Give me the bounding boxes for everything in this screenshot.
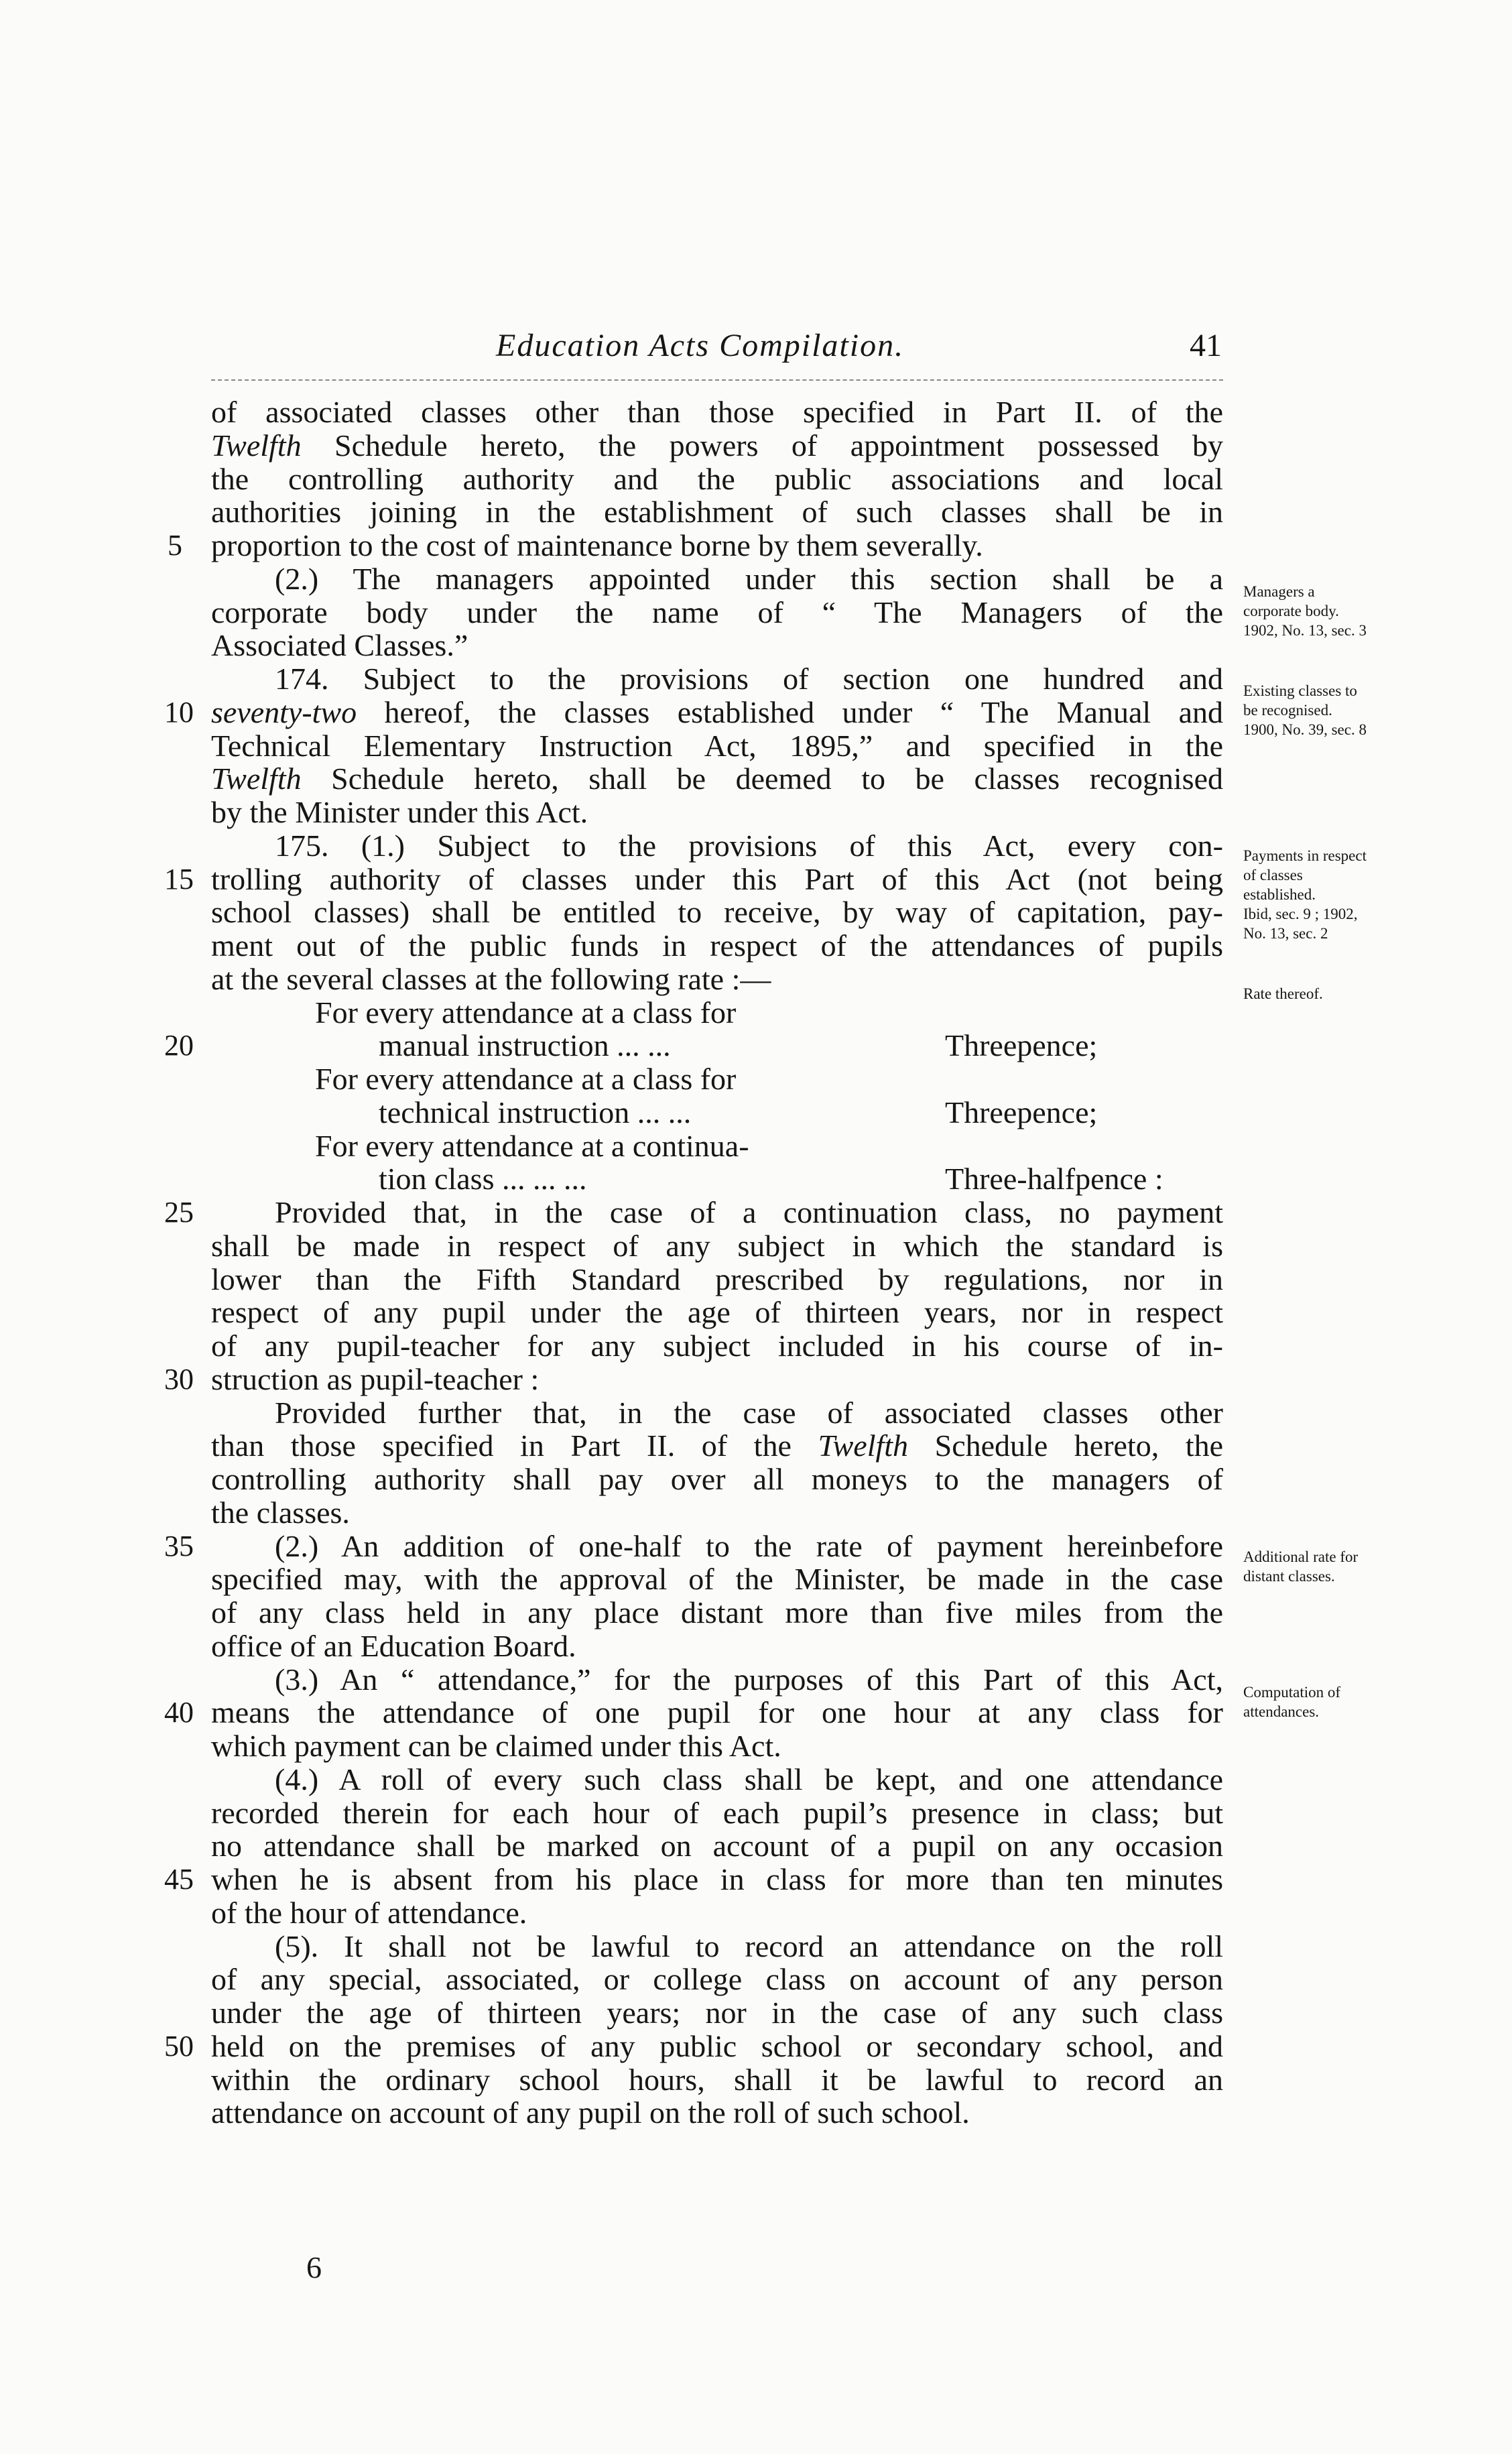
- text-line: [0, 1129, 1512, 1163]
- text-line-content: ment out of the public funds in respect of the attendances of pupils: [211, 928, 1223, 963]
- marginal-note-line: Payments in respect: [1243, 847, 1367, 864]
- signature-mark: 6: [306, 2250, 322, 2284]
- marginal-note-line: Additional rate for: [1243, 1548, 1359, 1565]
- text-line-content: For every attendance at a class for: [315, 1062, 737, 1096]
- marginal-note-line: be recognised.: [1243, 702, 1332, 719]
- text-line: [0, 1896, 1512, 1930]
- line-number: 20: [164, 1029, 194, 1062]
- marginal-note: [1243, 582, 1367, 640]
- line-number: 10: [164, 695, 194, 729]
- text-line-content: of associated classes other than those specified in Part II. of the: [211, 395, 1223, 429]
- text-line-content: under the age of thirteen years; nor in the case of any such class: [211, 1996, 1223, 2030]
- text-line-content: held on the premises of any public school or secondary school, and: [211, 2028, 1223, 2063]
- marginal-note: [1243, 1682, 1340, 1721]
- text-line-content: (2.) An addition of one-half to the rate of payment hereinbefore: [275, 1528, 1223, 1563]
- text-line-content: controlling authority shall pay over all moneys to the managers of: [211, 1462, 1223, 1496]
- text-line-content: school classes) shall be entitled to receive, by way of capitation, pay-: [211, 895, 1223, 930]
- text-line-content: means the attendance of one pupil for one hour at any class for: [211, 1695, 1223, 1730]
- marginal-note-line: Existing classes to: [1243, 682, 1357, 699]
- text-line-content: For every attendance at a class for: [315, 995, 737, 1030]
- text-line: [0, 1630, 1512, 1663]
- text-line-content: For every attendance at a continua-: [315, 1128, 749, 1163]
- text-line: [0, 1863, 1512, 1896]
- text-line-content: specified may, with the approval of the Minister, be made in the case: [211, 1562, 1223, 1597]
- marginal-note: [1243, 846, 1367, 943]
- text-line-content: (5). It shall not be lawful to record an attendance on the roll: [275, 1928, 1223, 1963]
- text-line-content: 174. Subject to the provisions of section one hundred and: [275, 662, 1223, 696]
- marginal-note: [1243, 1547, 1358, 1586]
- text-line-content: at the several classes at the following rate :—: [211, 961, 771, 996]
- text-line: [0, 2096, 1512, 2130]
- text-line-content: (4.) A roll of every such class shall be kept, and one attendance: [275, 1762, 1223, 1796]
- text-line-content: seventy-two hereof, the classes established under “ The Manual and: [211, 694, 1223, 729]
- text-line-content: when he is absent from his place in class for more than ten minutes: [211, 1862, 1223, 1896]
- line-number: 5: [168, 529, 182, 562]
- text-line: [0, 1596, 1512, 1630]
- text-line-content: by the Minister under this Act.: [211, 795, 588, 829]
- text-line: [0, 1062, 1512, 1096]
- text-line: [0, 1329, 1512, 1363]
- marginal-note-line: Managers a: [1243, 583, 1315, 600]
- rate-value: Threepence;: [945, 1095, 1098, 1129]
- text-line-content: (2.) The managers appointed under this section shall be a: [275, 561, 1223, 596]
- text-line-content: lower than the Fifth Standard prescribed by regulations, nor in: [211, 1262, 1223, 1296]
- text-line: [0, 1463, 1512, 1496]
- text-line-content: of the hour of attendance.: [211, 1895, 527, 1930]
- text-line: [0, 1963, 1512, 1996]
- text-line: [0, 1162, 1512, 1196]
- text-line: [0, 1796, 1512, 1830]
- rate-value: Three-halfpence :: [945, 1162, 1163, 1197]
- text-line-content: attendance on account of any pupil on the roll of such school.: [211, 2095, 970, 2130]
- text-line: [0, 1729, 1512, 1763]
- text-line-content: Technical Elementary Instruction Act, 1895,” and specified in the: [211, 728, 1223, 763]
- text-line-content: than those specified in Part II. of the Twelfth Schedule hereto, the: [211, 1428, 1224, 1463]
- text-line-content: proportion to the cost of maintenance borne by them severally.: [211, 528, 983, 562]
- text-line-content: Twelfth Schedule hereto, shall be deemed to be classes recognised: [211, 761, 1223, 796]
- marginal-note-line: distant classes.: [1243, 1568, 1335, 1585]
- line-number: 40: [164, 1696, 194, 1729]
- text-line-content: of any class held in any place distant more than five miles from the: [211, 1595, 1223, 1630]
- text-line-content: technical instruction ... ...: [379, 1095, 692, 1129]
- text-line-content: 175. (1.) Subject to the provisions of this Act, every con-: [275, 828, 1223, 863]
- marginal-note-line: Ibid, sec. 9 ; 1902,: [1243, 906, 1358, 922]
- text-line: [0, 2030, 1512, 2063]
- text-line: [0, 762, 1512, 796]
- text-line-content: recorded therein for each hour of each pupil’s presence in class; but: [211, 1795, 1223, 1830]
- marginal-note-line: 1900, No. 39, sec. 8: [1243, 721, 1367, 738]
- text-line-content: Provided further that, in the case of associated classes other: [275, 1395, 1223, 1430]
- line-number: 50: [164, 2029, 194, 2063]
- marginal-note: [1243, 681, 1367, 739]
- text-line-content: Provided that, in the case of a continuation class, no payment: [275, 1195, 1223, 1229]
- header-rule: [211, 379, 1223, 381]
- text-line-content: tion class ... ... ...: [379, 1162, 587, 1197]
- text-line-content: respect of any pupil under the age of thirteen years, nor in respect: [211, 1295, 1223, 1330]
- line-number: 45: [164, 1863, 194, 1896]
- text-line: [0, 1363, 1512, 1396]
- text-line: [0, 1296, 1512, 1329]
- marginal-note-line: of classes: [1243, 867, 1303, 883]
- text-line-content: no attendance shall be marked on account of a pupil on any occasion: [211, 1829, 1223, 1863]
- text-line-content: which payment can be claimed under this Act.: [211, 1729, 781, 1763]
- text-line: [0, 463, 1512, 496]
- marginal-note-line: 1902, No. 13, sec. 3: [1243, 622, 1367, 639]
- text-line-content: manual instruction ... ...: [379, 1028, 671, 1063]
- marginal-note-line: Rate thereof.: [1243, 985, 1323, 1002]
- text-line-content: Associated Classes.”: [211, 628, 468, 663]
- page-number: 41: [1190, 328, 1222, 363]
- text-line-content: of any pupil-teacher for any subject included in his course of in-: [211, 1329, 1223, 1363]
- text-line-content: office of an Education Board.: [211, 1628, 576, 1663]
- text-line-content: struction as pupil-teacher :: [211, 1361, 540, 1396]
- text-line-content: the controlling authority and the public associations and local: [211, 461, 1223, 496]
- text-line: [0, 1229, 1512, 1263]
- text-line: [0, 529, 1512, 562]
- text-line-content: shall be made in respect of any subject in which the standard is: [211, 1228, 1223, 1263]
- text-line: [0, 1429, 1512, 1463]
- text-line: [0, 1829, 1512, 1863]
- line-number: 25: [164, 1196, 194, 1229]
- line-number: 35: [164, 1529, 194, 1562]
- text-line: [0, 1930, 1512, 1963]
- text-line: [0, 1196, 1512, 1229]
- text-line-content: authorities joining in the establishment of such classes shall be in: [211, 495, 1223, 530]
- text-line: [0, 1096, 1512, 1129]
- text-line: [0, 1396, 1512, 1430]
- text-line: [0, 395, 1512, 429]
- marginal-note-line: Computation of: [1243, 1684, 1341, 1701]
- text-line: [0, 1029, 1512, 1062]
- marginal-note-line: attendances.: [1243, 1703, 1320, 1720]
- text-line: [0, 1496, 1512, 1530]
- marginal-note-line: No. 13, sec. 2: [1243, 925, 1328, 942]
- text-line: [0, 1263, 1512, 1296]
- marginal-note: [1243, 984, 1323, 1003]
- text-line: [0, 2063, 1512, 2097]
- text-line-content: of any special, associated, or college class on account of any person: [211, 1962, 1223, 1997]
- running-title: Education Acts Compilation.: [496, 328, 905, 363]
- text-line-content: Twelfth Schedule hereto, the powers of appointment possessed by: [211, 428, 1223, 463]
- text-line: [0, 1763, 1512, 1796]
- text-line: [0, 1996, 1512, 2030]
- text-line-content: within the ordinary school hours, shall it be lawful to record an: [211, 2062, 1223, 2097]
- text-line-content: corporate body under the name of “ The Managers of the: [211, 595, 1223, 629]
- text-line: [0, 796, 1512, 829]
- text-line-content: trolling authority of classes under this Part of this Act (not being: [211, 861, 1223, 896]
- marginal-note-line: corporate body.: [1243, 603, 1339, 619]
- rate-value: Threepence;: [945, 1028, 1098, 1063]
- marginal-note-line: established.: [1243, 886, 1316, 903]
- text-line: [0, 429, 1512, 463]
- line-number: 15: [164, 862, 194, 896]
- line-number: 30: [164, 1362, 194, 1396]
- text-line: [0, 495, 1512, 529]
- text-line-content: the classes.: [211, 1495, 350, 1530]
- text-line-content: (3.) An “ attendance,” for the purposes of this Part of this Act,: [275, 1662, 1223, 1697]
